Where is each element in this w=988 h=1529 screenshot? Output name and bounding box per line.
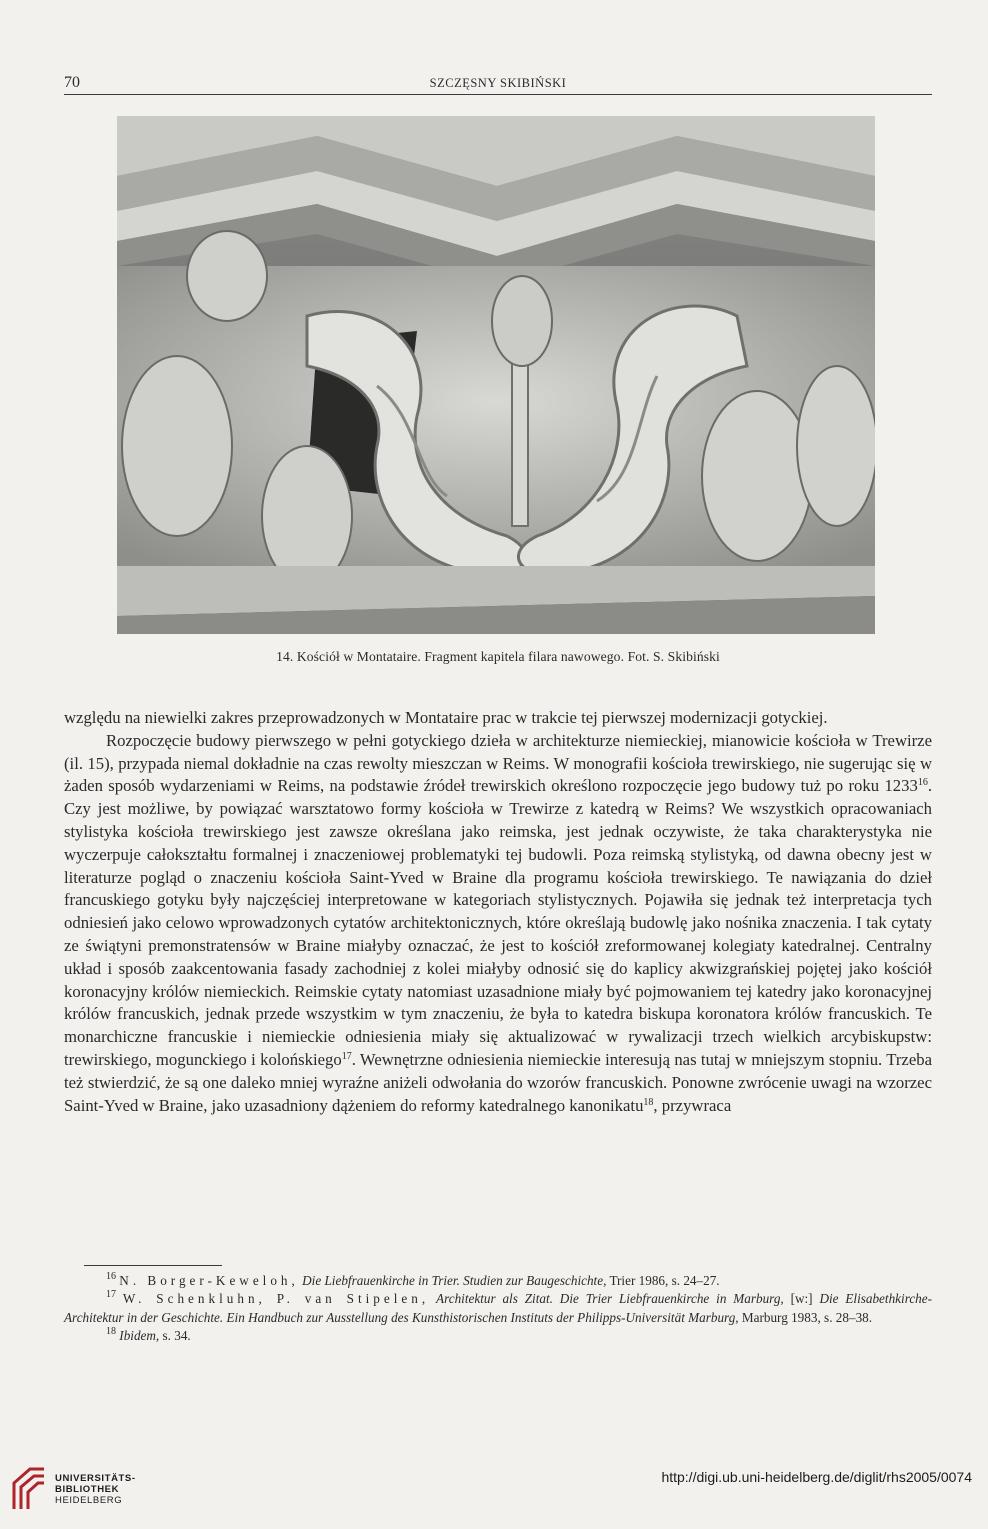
footnote-16 <box>64 1272 932 1290</box>
footnote-17 <box>64 1290 932 1327</box>
footnote-in: [w:] <box>790 1291 813 1307</box>
running-head <box>64 74 932 95</box>
footnote-number: 16 <box>106 1271 116 1282</box>
footnote-publication: Marburg 1983, s. 28–38. <box>741 1309 873 1325</box>
footnote-author: W. Schenkluhn, P. van Stipelen, <box>122 1291 430 1307</box>
footnote-title: Architektur als Zitat. Die Trier Liebfrauenkirche in Marburg, <box>436 1291 784 1307</box>
footnote-ref-18[interactable]: 18 <box>643 1096 654 1108</box>
paragraph-2-part-a: Rozpoczęcie budowy pierwszego w pełni gotyckiego dzieła w architekturze niemieckiej, mianowicie kościoła w Trewirze (il. 15), przypada niemal dokładnie na czas rewolty mieszczan w Reims. W monografii kościoła trewirskiego, nie sugerując się w żaden sposób wydarzeniami w Reims, na podstawie źródeł trewirskich określono rozpoczęcie jego budowy tuż po roku 1233 <box>64 730 932 796</box>
library-name <box>55 1473 136 1506</box>
capital-photograph <box>117 116 875 634</box>
footnote-publication: Trier 1986, s. 24–27. <box>609 1273 720 1288</box>
source-url-link[interactable]: http://digi.ub.uni-heidelberg.de/diglit/rhs2005/0074 <box>661 1469 972 1485</box>
footnote-number: 18 <box>106 1325 116 1337</box>
footnote-number: 17 <box>106 1289 116 1301</box>
footnote-divider <box>84 1265 222 1266</box>
footnote-title: Ibidem, <box>119 1327 160 1343</box>
library-name-line-3: HEIDELBERG <box>55 1495 123 1506</box>
footnote-author: N. Borger-Keweloh, <box>119 1273 299 1288</box>
running-head-author: SZCZĘSNY SKIBIŃSKI <box>429 76 567 90</box>
footnotes <box>64 1272 932 1345</box>
footnote-ref-17[interactable]: 17 <box>341 1050 352 1062</box>
capital-sculpture-image <box>117 116 875 634</box>
footnote-publication: s. 34. <box>162 1327 191 1343</box>
footnote-18 <box>64 1327 932 1345</box>
page-number: 70 <box>64 74 80 91</box>
paragraph-2-part-c: . Wewnętrzne odniesienia niemieckie interesują nas tutaj w mniejszym stopniu. Trzeba też stwierdzić, że są one daleko mniej wyraźne aniżeli odwołania do wzorów francuskich. Ponowne zwrócenie uwagi na wzorzec Saint-Yved w Braine, jako uzasadniony dążeniem do reformy katedralnego kanonikatu <box>64 1049 932 1115</box>
body-text <box>64 707 932 1117</box>
figure-caption: 14. Kościół w Montataire. Fragment kapitela filara nawowego. Fot. S. Skibiński <box>276 649 720 664</box>
paragraph-2-part-d: , przywraca <box>653 1095 732 1115</box>
library-name-line-1: UNIVERSITÄTS- <box>55 1473 136 1484</box>
footnote-title: Die Liebfrauenkirche in Trier. Studien zur Baugeschichte, <box>302 1273 607 1288</box>
library-name-line-2: BIBLIOTHEK <box>55 1484 120 1495</box>
library-logo-icon <box>10 1465 46 1511</box>
paragraph-2 <box>64 730 932 1118</box>
footnote-book-title: Die Elisabethkirche-Architektur in der Geschichte. Ein Handbuch zur Ausstellung des Kunsthistorischen Instituts der Philipps-Universität Marburg, <box>64 1291 933 1325</box>
paragraph-1: względu na niewielki zakres przeprowadzonych w Montataire prac w trakcie tej pierwszej modernizacji gotyckiej. <box>64 708 828 727</box>
footnote-ref-16[interactable]: 16 <box>917 777 928 789</box>
paragraph-2-part-b: . Czy jest możliwe, by powiązać warsztatowo formy kościoła w Trewirze z katedrą w Reims? We wszystkich opracowaniach stylistyka kościoła trewirskiego jest zawsze określana jako reimska, jest jednak oczywiste, że taka charakterystyka nie wyczerpuje całokształtu formalnej i znaczeniowej problematyki tej budowli. Poza reimską stylistyką, od dawna obecny jest w literaturze pogląd o znaczeniu kościoła Saint-Yved w Braine dla programu kościoła trewirskiego. Te nawiązania do dzieł francuskiego gotyku były najczęściej interpretowane w kategoriach stylistycznych. Pojawiła się jednak też interpretacja tych odniesień jako celowo wprowadzonych cytatów architektonicznych, które określają budowlę jako nośnika znaczenia. I tak cytaty ze świątyni premonstratensów w Braine miałyby oznaczać, że jest to kościół zreformowanej kolegiaty katedralnej. Centralny układ i sposób zaakcentowania fasady zachodniej z kolei miałyby odnosić się do kaplicy akwizgrańskiej pojętej jako kościół koronacyjny królów niemieckich. Reimskie cytaty natomiast uzasadnione miały być pojmowaniem tej katedry jako koronacyjnej królów francuskich, jednak przede wszystkim w tym znaczeniu, że była to katedra biskupa koronatora królów francuskich. Te monarchiczne francuskie i niemieckie odniesienia miały się aktualizować w rywalizacji trzech wielkich arcybiskupstw: trewirskiego, mogunckiego i kolońskiego <box>64 776 932 1069</box>
